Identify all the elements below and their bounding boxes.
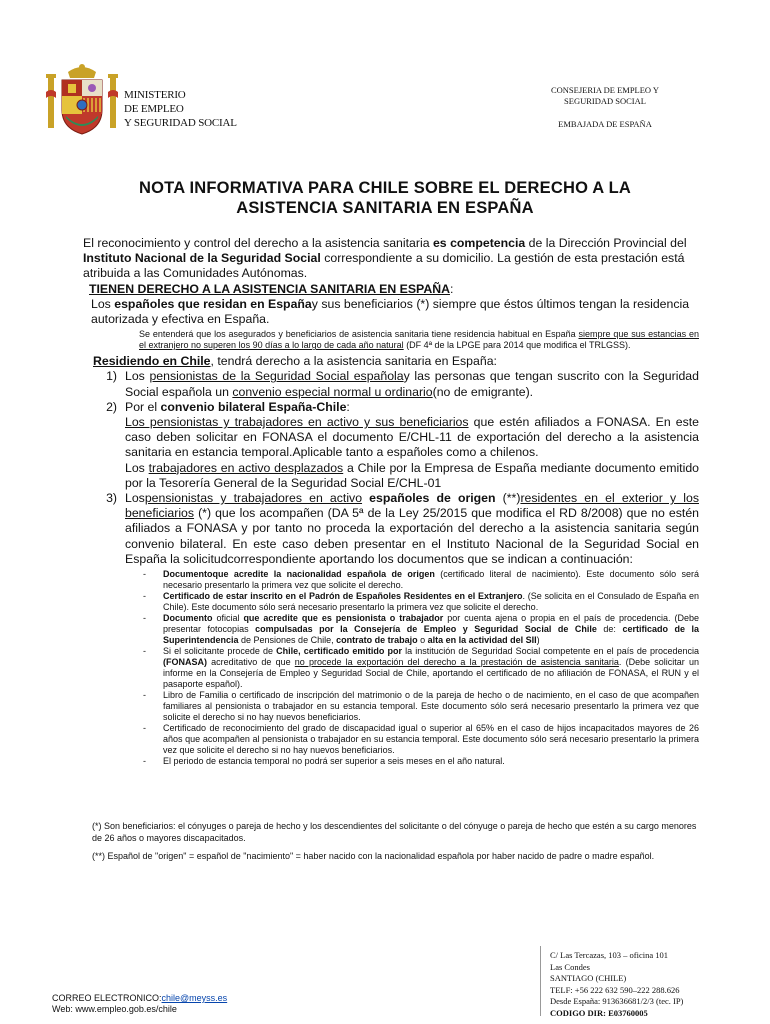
intro-text: de la Dirección Provincial del	[525, 236, 687, 250]
email-label: CORREO ELECTRONICO:	[52, 993, 162, 1003]
consejeria-name	[520, 85, 690, 107]
consejeria-line: CONSEJERIA DE EMPLEO Y	[550, 85, 660, 95]
list-text	[125, 400, 699, 491]
footer-divider	[540, 946, 541, 1016]
residiendo-line	[83, 354, 699, 369]
title-line: NOTA INFORMATIVA PARA CHILE SOBRE EL DERECHO A LA	[139, 179, 631, 197]
item-text: (**)	[495, 491, 521, 506]
list-item-3	[83, 491, 699, 567]
document-bullet	[83, 723, 699, 756]
bullet-dash: -	[143, 569, 146, 580]
title-line: ASISTENCIA SANITARIA EN ESPAÑA	[236, 199, 534, 217]
address-line: C/ Las Tercazas, 103 – oficina 101	[550, 950, 668, 960]
consejeria-line: SEGURIDAD SOCIAL	[564, 96, 646, 106]
ministry-line: MINISTERIO	[124, 89, 186, 101]
bullet-plain: oficial	[212, 613, 244, 624]
email-line	[52, 993, 227, 1004]
bullet-dash: -	[143, 756, 146, 767]
item-underlined: residentes en el exterior y los beneficiarios	[125, 491, 699, 521]
residence-note	[83, 329, 699, 351]
item-underlined: Los pensionistas y trabajadores en activo y sus beneficiarios	[125, 415, 469, 430]
bullet-bold: Chile, certificado emitido por	[276, 646, 403, 657]
list-number: 1)	[106, 369, 117, 384]
item-text: que estén afiliados a FONASA. En este caso deben solicitar en FONASA el documento E/CHL-11 de exportación del derecho a la asistencia sanitaria en estancia temporal.Aplicable tanto a españoles como a chilenos.	[125, 415, 699, 460]
bullet-text: Certificado de reconocimiento del grado de discapacidad igual o superior al 65% en el caso de hijos incapacitados mayores de 26 años que acompañen al pensionista o trabajador en su estancia temporal. Este documento sólo será necesario presentarlo la primera vez que solicite el derecho si no hay nuevos beneficiarios.	[163, 723, 699, 756]
tienen-text: Los	[91, 296, 115, 311]
bullet-text: El periodo de estancia temporal no podrá ser superior a seis meses en el año natural.	[163, 756, 505, 767]
address-line: Las Condes	[550, 961, 590, 972]
item-text: a Chile por la Empresa de España mediante documento emitido por la Tesorería General de la Seguridad Social E/CHL-01	[125, 460, 699, 490]
item-text: :	[346, 399, 350, 414]
bullet-bold: Certificado de estar inscrito en el Padrón de Españoles Residentes en el Extranjero	[163, 591, 523, 602]
footnote: (**) Español de "origen" = español de "nacimiento" = haber nacido con la nacionalidad española por haber nacido de padre o madre español.	[92, 851, 655, 861]
bullet-bold: certificado de la Superintendencia	[163, 624, 699, 646]
office-address	[550, 950, 683, 1019]
email-link[interactable]: chile@meyss.es	[161, 993, 228, 1003]
note-text: Se entenderá que los asegurados y beneficiarios de asistencia sanitaria tiene residencia habitual en España	[139, 329, 579, 340]
intro-text: correspondiente a su domicilio. La gestión de esta prestación está atribuida a las Comunidades Autónomas.	[83, 251, 685, 281]
list-text	[125, 491, 699, 567]
tienen-heading-text: TIENEN DERECHO A LA ASISTENCIA SANITARIA EN ESPAÑA	[89, 281, 450, 296]
bullet-dash: -	[143, 646, 146, 657]
document-bullet	[83, 690, 699, 723]
bullet-text	[163, 569, 699, 591]
bullet-dash: -	[143, 591, 146, 602]
bullet-plain: (certificado literal de nacimiento). Este documento sólo será necesario presentarlo la primera vez que solicite el derecho.	[163, 569, 699, 591]
bullet-text	[163, 646, 699, 690]
bullet-dash: -	[143, 690, 146, 701]
tienen-heading	[83, 282, 699, 297]
intro-paragraph	[83, 236, 699, 282]
ministry-line: Y SEGURIDAD SOCIAL	[124, 117, 237, 129]
bullet-bold: compulsadas por la Consejería de Empleo y Seguridad Social de Chile	[255, 624, 597, 635]
web-line: Web: www.empleo.gob.es/chile	[52, 1004, 177, 1014]
item-text: (*) que los acompañen (DA 5ª de la Ley 25/2015 que modifica el RD 8/2008) que no estén afiliados a FONASA y por tanto no proceda la exportación del derecho a la asistencia sanitaria según convenio bilateral. En este caso deben presentar en el Instituto Nacional de la Seguridad Social en España la solicitudcorrespondiente aportando los documentos que se indican a continuación:	[125, 506, 699, 566]
note-underlined: siempre que sus estancias en el extranjero no superen los 90 días a lo largo de cada año natural	[139, 329, 699, 351]
item-bold: convenio bilateral España-Chile	[160, 399, 347, 414]
residiendo-text: , tendrá derecho a la asistencia sanitaria en España:	[210, 354, 497, 369]
intro-text: El reconocimiento y control del derecho a la asistencia sanitaria	[83, 236, 433, 250]
intro-bold: es competencia	[432, 236, 526, 250]
bullet-underlined: no procede la exportación del derecho a la prestación de asistencia sanitaria	[294, 657, 619, 668]
ministry-line: DE EMPLEO	[124, 103, 184, 115]
footnotes	[92, 820, 702, 868]
bullet-plain: por cuenta ajena o propia en el país de procedencia. (Debe presentar fotocopias	[163, 613, 699, 635]
address-line: Desde España: 913636681/2/3 (tec. IP)	[550, 996, 684, 1006]
bullet-bold: que acredite que es pensionista o trabajador	[243, 613, 444, 624]
list-number: 3)	[106, 491, 117, 506]
item-text: y las personas que tengan suscrito con la Seguridad Social española un	[125, 369, 699, 399]
tienen-colon: :	[449, 281, 454, 296]
document-body	[83, 236, 699, 767]
item-underlined: pensionistas de la Seguridad Social española	[149, 369, 404, 384]
spain-coat-of-arms-icon	[46, 62, 118, 136]
ministry-name	[124, 88, 237, 130]
item-text: Por el	[125, 399, 161, 414]
bullet-plain: o	[417, 635, 428, 646]
document-bullet	[83, 756, 699, 767]
bullet-bold: Documento	[163, 613, 213, 624]
residiendo-heading: Residiendo en Chile	[93, 354, 211, 369]
bullet-plain: )	[536, 635, 540, 646]
bullet-plain: acreditativo de que	[207, 657, 295, 668]
document-bullet	[83, 591, 699, 613]
address-line: TELF: +56 222 632 590–222 288.626	[550, 984, 680, 995]
bullet-plain: . (Se solicita en el Consulado de España en Chile). Este documento sólo será necesario presentarlo la primera vez que solicite el derecho.	[163, 591, 699, 613]
bullet-bold: Documentoque acredite la nacionalidad española de origen	[163, 569, 435, 580]
bullet-text: Libro de Familia o certificado de inscripción del matrimonio o de la pareja de hecho o de nacimiento, en el caso de que acompañen familiares al pensionista o trabajador en su estancia temporal. Este documento sólo será necesario presentarlo la primera vez que solicite el derecho si no hay nuevos beneficiarios.	[163, 690, 699, 723]
bullet-plain: . (Debe solicitar un informe en la Consejería de Empleo y Seguridad Social de Chile, aportando el certificado de no afiliación de FONASA, el RUN y el pasaporte español).	[163, 657, 699, 690]
bullet-plain: de Pensiones de Chile,	[238, 635, 337, 646]
bullet-text	[163, 591, 699, 613]
document-bullet	[83, 569, 699, 591]
document-bullet	[83, 646, 699, 690]
document-bullet	[83, 613, 699, 646]
tienen-text: y sus beneficiarios (*) siempre que éstos últimos tengan la residencia autorizada y efectiva en España.	[91, 296, 690, 327]
item-text: (no de emigrante).	[432, 384, 534, 399]
footnote: (*) Son beneficiarios: el cónyuges o pareja de hecho y los descendientes del solicitante o del cónyuge o pareja de hecho que estén a su cargo menores de 26 años o mayores discapacitados.	[92, 821, 697, 843]
dir-code: CODIGO DIR: E03760005	[550, 1007, 648, 1018]
tienen-paragraph	[83, 297, 699, 327]
address-line: SANTIAGO (CHILE)	[550, 973, 627, 983]
note-text: (DF 4ª de la LPGE para 2014 que modifica el TRLGSS).	[403, 340, 631, 351]
item-text: Los	[125, 460, 149, 475]
bullet-text	[163, 613, 699, 646]
item-text: Los	[125, 369, 150, 384]
bullet-plain: la institución de Seguridad Social competente en el país de procedencia	[402, 646, 699, 657]
item-underlined: convenio especial normal u ordinario	[232, 384, 433, 399]
bullet-plain: Si el solicitante procede de	[163, 646, 277, 657]
intro-bold: Instituto Nacional de la Seguridad Social	[83, 251, 321, 266]
bullet-plain: de:	[596, 624, 623, 635]
tienen-bold: españoles que residan en España	[114, 296, 312, 311]
item-text: Los	[125, 491, 145, 506]
list-text	[125, 369, 699, 399]
bullet-bold: alta en la actividad del SII	[427, 635, 537, 646]
page-title	[80, 178, 690, 218]
bullet-dash: -	[143, 613, 146, 624]
bullet-bold: contrato de trabajo	[336, 635, 418, 646]
list-number: 2)	[106, 399, 117, 414]
contact-info	[52, 993, 227, 1015]
item-bold: españoles de origen	[362, 491, 496, 506]
item-underlined: pensionistas y trabajadores en activo	[144, 491, 363, 506]
list-item-1	[83, 369, 699, 399]
item-underlined: trabajadores en activo desplazados	[148, 460, 344, 475]
embajada-name: EMBAJADA DE ESPAÑA	[558, 119, 652, 129]
bullet-dash: -	[143, 723, 146, 734]
list-item-2	[83, 400, 699, 491]
bullet-bold: (FONASA)	[163, 657, 207, 668]
